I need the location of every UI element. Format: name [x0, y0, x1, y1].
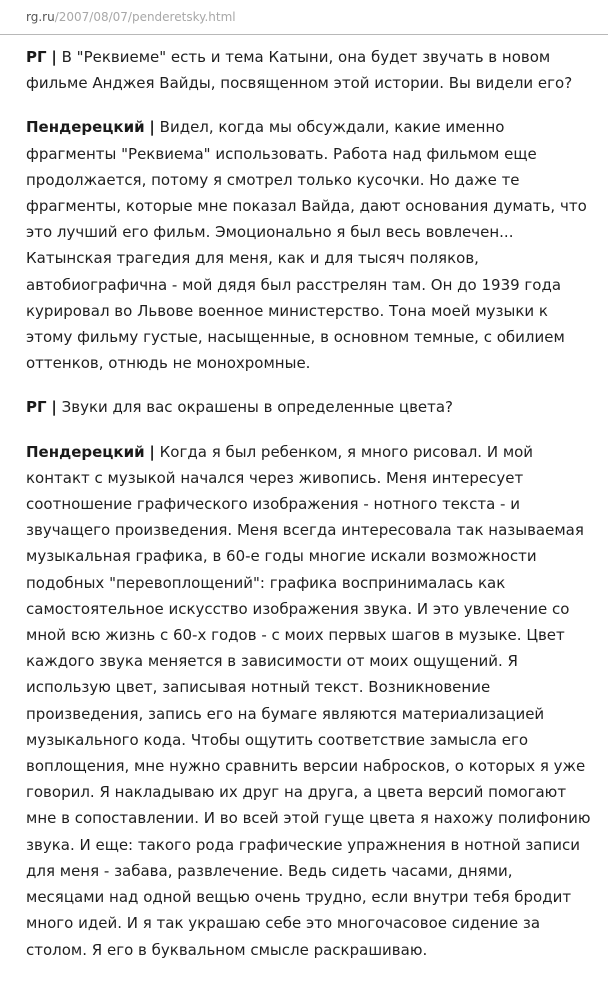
paragraph-line — [26, 910, 598, 936]
line-text: это лучший его фильм. Эмоционально я был весь вовлечен... — [26, 223, 514, 242]
paragraph-line — [26, 884, 598, 910]
line-text: самостоятельное искусство изображения звука. И это увлечение со — [26, 599, 570, 618]
url-domain: rg.ru — [26, 10, 55, 24]
speaker-separator: | — [149, 442, 155, 461]
paragraph-line — [26, 543, 598, 569]
paragraph-line — [26, 491, 598, 517]
interview-paragraph — [26, 439, 598, 963]
line-text: месяцами над одной вещью очень трудно, если внутри тебя бродит — [26, 888, 572, 907]
line-text: автобиографична - мой дядя был расстрелян там. Он до 1939 года — [26, 275, 562, 294]
paragraph-line — [26, 622, 598, 648]
line-text: фрагменты, которые мне показал Вайда, дают основания думать, что — [26, 197, 587, 216]
paragraph-line — [26, 141, 598, 167]
speaker-separator: | — [51, 398, 57, 417]
line-text: оттенков, отнюдь не монохромные. — [26, 354, 311, 373]
line-text: для меня - забава, развлечение. Ведь сидеть часами, днями, — [26, 861, 513, 880]
line-text: столом. Я его в буквальном смысле раскрашиваю. — [26, 940, 428, 959]
paragraph-line — [26, 219, 598, 245]
line-text: воплощения, мне нужно сравнить версии набросков, о которых я уже — [26, 757, 586, 776]
line-text: Катынская трагедия для меня, как и для тысяч поляков, — [26, 249, 479, 268]
paragraph-line — [26, 674, 598, 700]
line-text: звучащего произведения. Меня всегда интересовала так называемая — [26, 521, 584, 540]
line-text: использую цвет, записывая нотный текст. Возникновение — [26, 678, 491, 697]
paragraph-line — [26, 779, 598, 805]
paragraph-line — [26, 858, 598, 884]
speaker-separator: | — [51, 48, 57, 66]
speaker-name: Пендерецкий — [26, 442, 145, 461]
paragraph-line — [26, 832, 598, 858]
line-text: звука. И еще: такого рода графические упражнения в нотной записи — [26, 835, 581, 854]
speaker-name: Пендерецкий — [26, 118, 145, 137]
url-path: /2007/08/07/penderetsky.html — [54, 10, 236, 24]
line-text: продолжается, потому я смотрел только кусочки. Но даже те — [26, 170, 520, 189]
paragraph-line — [26, 350, 598, 376]
line-text: Видел, когда мы обсуждали, какие именно — [159, 118, 505, 137]
speaker-separator: | — [149, 118, 155, 137]
speaker-name: РГ — [26, 398, 47, 417]
header-divider — [0, 34, 608, 35]
speaker-name: РГ — [26, 48, 47, 66]
line-text: контакт с музыкой начался через живопись. Меня интересует — [26, 468, 524, 487]
line-text: Когда я был ребенком, я много рисовал. И мой — [159, 442, 534, 461]
paragraph-line — [26, 648, 598, 674]
line-text: фрагменты "Реквиема" использовать. Работа над фильмом еще — [26, 144, 537, 163]
paragraph-line — [26, 70, 598, 96]
line-text: соотношение графического изображения - нотного текста - и — [26, 495, 520, 514]
paragraph-line — [26, 272, 598, 298]
paragraph-line — [26, 937, 598, 963]
line-text: мной всю жизнь с 60-х годов - с моих первых шагов в музыке. Цвет — [26, 626, 565, 645]
line-text: курировал во Львове военное министерство. Тона моей музыки к — [26, 301, 548, 320]
url-bar[interactable] — [0, 0, 608, 34]
paragraph-line — [26, 114, 598, 140]
line-text: подобных "перевоплощений": графика воспринималась как — [26, 573, 506, 592]
line-text: произведения, запись его на бумаге являются материализацией — [26, 704, 545, 723]
paragraph-line — [26, 727, 598, 753]
paragraph-line — [26, 465, 598, 491]
line-text: В "Реквиеме" есть и тема Катыни, она будет звучать в новом — [61, 48, 551, 66]
paragraph-line — [26, 753, 598, 779]
paragraph-line — [26, 245, 598, 271]
interview-paragraph — [26, 394, 598, 420]
line-text: Звуки для вас окрашены в определенные цвета? — [61, 398, 454, 417]
paragraph-line — [26, 298, 598, 324]
line-text: говорил. Я накладываю их друг на друга, а цвета версий помогают — [26, 783, 567, 802]
paragraph-line — [26, 439, 598, 465]
paragraph-line — [26, 596, 598, 622]
article-body — [26, 44, 598, 981]
paragraph-line — [26, 167, 598, 193]
paragraph-line — [26, 517, 598, 543]
paragraph-line — [26, 44, 598, 70]
line-text: фильме Анджея Вайды, посвященном этой истории. Вы видели его? — [26, 74, 573, 93]
paragraph-line — [26, 570, 598, 596]
line-text: мне в сопоставлении. И во всей этой гуще цвета я нахожу полифонию — [26, 809, 591, 828]
paragraph-line — [26, 324, 598, 350]
line-text: этому фильму густые, насыщенные, в основном темные, с обилием — [26, 328, 565, 347]
line-text: каждого звука меняется в зависимости от моих ощущений. Я — [26, 652, 518, 671]
line-text: много идей. И я так украшаю себе это многочасовое сидение за — [26, 914, 541, 933]
interview-paragraph — [26, 114, 598, 376]
paragraph-line — [26, 193, 598, 219]
line-text: музыкального кода. Чтобы ощутить соответствие замысла его — [26, 730, 529, 749]
line-text: музыкальная графика, в 60-е годы многие искали возможности — [26, 547, 537, 566]
paragraph-line — [26, 701, 598, 727]
paragraph-line — [26, 805, 598, 831]
paragraph-line — [26, 394, 598, 420]
interview-paragraph — [26, 44, 598, 96]
